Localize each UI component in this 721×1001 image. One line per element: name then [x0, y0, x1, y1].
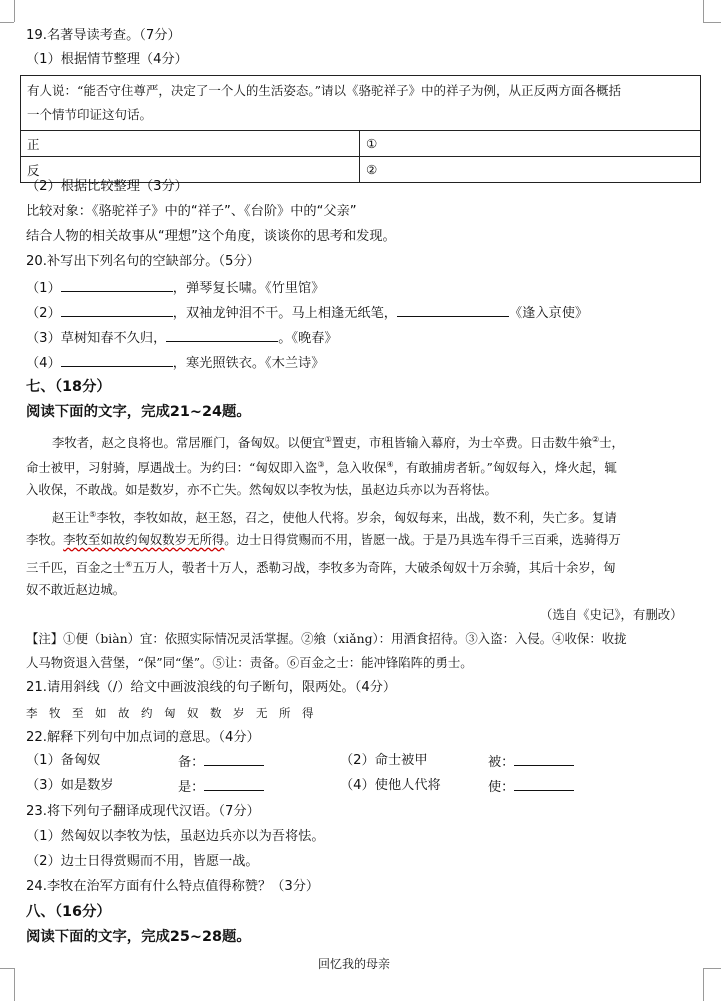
passage-text: 。边士日得赏赐而不用，皆愿一战。于是乃具选车得千三百乘，选骑得万 [224, 532, 621, 547]
passage-text: 置吏，市租皆输入幕府，为士卒费。日击数牛飨 [331, 435, 592, 451]
notes-line1: 【注】①便（biàn）宜：依照实际情况灵活掌握。②飨（xiǎng）：用酒食招待。③入盗：入侵。④收保：收拢 [26, 631, 627, 646]
q19-title: 19.名著导读考查。（7分） [26, 28, 181, 43]
q23-line1: （1）然匈奴以李牧为怯，虽赵边兵亦以为吾将怯。 [26, 829, 325, 844]
word-label: 被： [488, 755, 515, 770]
q24-title: 24.李牧在治军方面有什么特点值得称赞？（3分） [26, 879, 320, 894]
passage-text: 命士被甲，习射骑，厚遇战士。为约曰：“匈奴即入盗 [26, 460, 318, 476]
passage-line [26, 556, 616, 577]
crop-mark [14, 0, 15, 22]
q19-neg-answer[interactable]: ② [360, 157, 701, 183]
q20-line1 [26, 278, 324, 298]
q22-item2: （2）命士被甲 [340, 753, 428, 768]
answer-blank[interactable] [204, 777, 264, 791]
passage-line: 入收保，不敢战。如是数岁，亦不亡失。然匈奴以李牧为怯，虽赵边兵亦以为吾将怯。 [26, 482, 497, 497]
q21-title: 21.请用斜线（/）给文中画波浪线的句子断句，限两处。（4分） [26, 680, 397, 695]
passage-line [26, 456, 617, 477]
answer-blank[interactable] [61, 353, 173, 367]
passage-text: ，急入收保 [324, 460, 387, 476]
q20-line3-source: 。《晚春》 [278, 331, 338, 346]
q20-line3 [26, 328, 338, 348]
article-title: 回忆我的母亲 [318, 957, 391, 971]
q21-sentence: 李 牧 至 如 故 约 匈 奴 数 岁 无 所 得 [26, 706, 314, 720]
passage-source: （选自《史记》，有删改） [540, 607, 683, 622]
q19-part2: （2）根据比较整理（3分） [26, 179, 188, 194]
section7-subheading: 阅读下面的文字，完成21~24题。 [26, 404, 251, 420]
q19-prompt-cell [21, 76, 701, 131]
passage-text: 李牧者，赵之良将也。常居雁门，备匈奴。以便宜 [52, 435, 325, 451]
word-label: 使： [488, 780, 515, 795]
answer-blank[interactable] [204, 752, 264, 766]
q19-part1: （1）根据情节整理（4分） [26, 52, 188, 67]
passage-line [26, 531, 621, 549]
q22-item4-word [488, 777, 574, 797]
passage-text: ，有敢捕虏者斩。”匈奴每入，烽火起，辄 [393, 460, 617, 476]
answer-blank[interactable] [61, 278, 173, 292]
crop-mark [703, 968, 721, 969]
q22-item3-word [178, 777, 264, 797]
footnote-mark: ① [324, 435, 332, 444]
q20-line4 [26, 353, 324, 373]
q20-line4-text: ，寒光照铁衣。《木兰诗》 [172, 356, 325, 371]
crop-mark [703, 968, 704, 1001]
q20-line2-source: 《逢入京使》 [508, 306, 589, 321]
q19-pos-answer[interactable]: ① [360, 131, 701, 157]
section7-heading: 七、（18分） [26, 379, 111, 395]
answer-blank[interactable] [514, 752, 574, 766]
q20-line1-text: ，弹琴复长啸。《竹里馆》 [172, 281, 325, 296]
footnote-mark: ④ [386, 460, 394, 469]
wavy-underlined-sentence: 李牧至如故约匈奴数岁无所得 [63, 532, 225, 547]
passage-line [52, 506, 617, 527]
footnote-mark: ② [591, 435, 600, 444]
footnote-mark: ⑥ [125, 560, 133, 569]
answer-blank[interactable] [166, 328, 278, 342]
q19-neg-label: 反 [21, 157, 360, 183]
passage-text: 五万人，彀者十万人，悉勒习战，李牧多为奇阵，大破杀匈奴十万余骑，其后十余岁，匈 [132, 560, 616, 576]
q19-table [20, 75, 701, 183]
crop-mark [14, 968, 15, 1001]
q20-line2-text: ，双袖龙钟泪不干。马上相逢无纸笔， [172, 306, 397, 321]
q22-item1-word [178, 752, 264, 772]
crop-mark [0, 22, 14, 23]
q23-title: 23.将下列句子翻译成现代汉语。（7分） [26, 804, 260, 819]
word-label: 备： [178, 755, 205, 770]
q20-line2 [26, 303, 588, 323]
q19-instruction: 结合人物的相关故事从“理想”这个角度，谈谈你的思考和发现。 [26, 229, 396, 244]
section8-subheading: 阅读下面的文字，完成25~28题。 [26, 929, 251, 945]
passage-text: 士， [599, 435, 624, 451]
answer-blank[interactable] [514, 777, 574, 791]
crop-mark [703, 22, 721, 23]
passage-text: 李牧。 [26, 532, 64, 547]
q20-line1-num: （1） [26, 281, 61, 296]
passage-line: 奴不敢近赵边城。 [26, 582, 126, 597]
q19-prompt-line1: 有人说：“能否守住尊严，决定了一个人的生活姿态。”请以《骆驼祥子》中的祥子为例，从正反两方面各概括 [27, 83, 622, 98]
q20-line3-text: （3）草树知春不久归， [26, 331, 167, 346]
passage-text: 赵王让 [52, 510, 90, 526]
answer-blank[interactable] [61, 303, 173, 317]
footnote-mark: ③ [317, 460, 325, 469]
section8-heading: 八、（16分） [26, 904, 111, 920]
crop-mark [703, 0, 704, 22]
q19-pos-label: 正 [21, 131, 360, 157]
q19-compare: 比较对象：《骆驼祥子》中的“祥子”、《台阶》中的“父亲” [26, 204, 357, 219]
q20-title: 20.补写出下列名句的空缺部分。（5分） [26, 254, 260, 269]
q22-title: 22.解释下列句中加点词的意思。（4分） [26, 730, 260, 745]
crop-mark [0, 968, 14, 969]
word-label: 是： [178, 780, 205, 795]
q23-line2: （2）边士日得赏赐而不用，皆愿一战。 [26, 854, 259, 869]
q20-line2-num: （2） [26, 306, 61, 321]
footnote-mark: ⑤ [89, 510, 97, 519]
q22-item4: （4）使他人代将 [340, 778, 441, 793]
passage-text: 三千匹，百金之士 [26, 560, 126, 576]
q19-prompt-line2: 一个情节印证这句话。 [27, 107, 153, 122]
answer-blank[interactable] [397, 303, 509, 317]
q20-line4-num: （4） [26, 356, 61, 371]
passage-text: 李牧，李牧如故，赵王怒，召之，使他人代将。岁余，匈奴每来，出战，数不利，失亡多。复请 [96, 510, 617, 526]
passage-line [52, 431, 624, 452]
notes-line2: 人马物资退入营堡，“保”同“堡”。⑤让：责备。⑥百金之士：能冲锋陷阵的勇士。 [26, 655, 473, 670]
q22-item2-word [488, 752, 574, 772]
q22-item1: （1）备匈奴 [26, 753, 101, 768]
q22-item3: （3）如是数岁 [26, 778, 114, 793]
